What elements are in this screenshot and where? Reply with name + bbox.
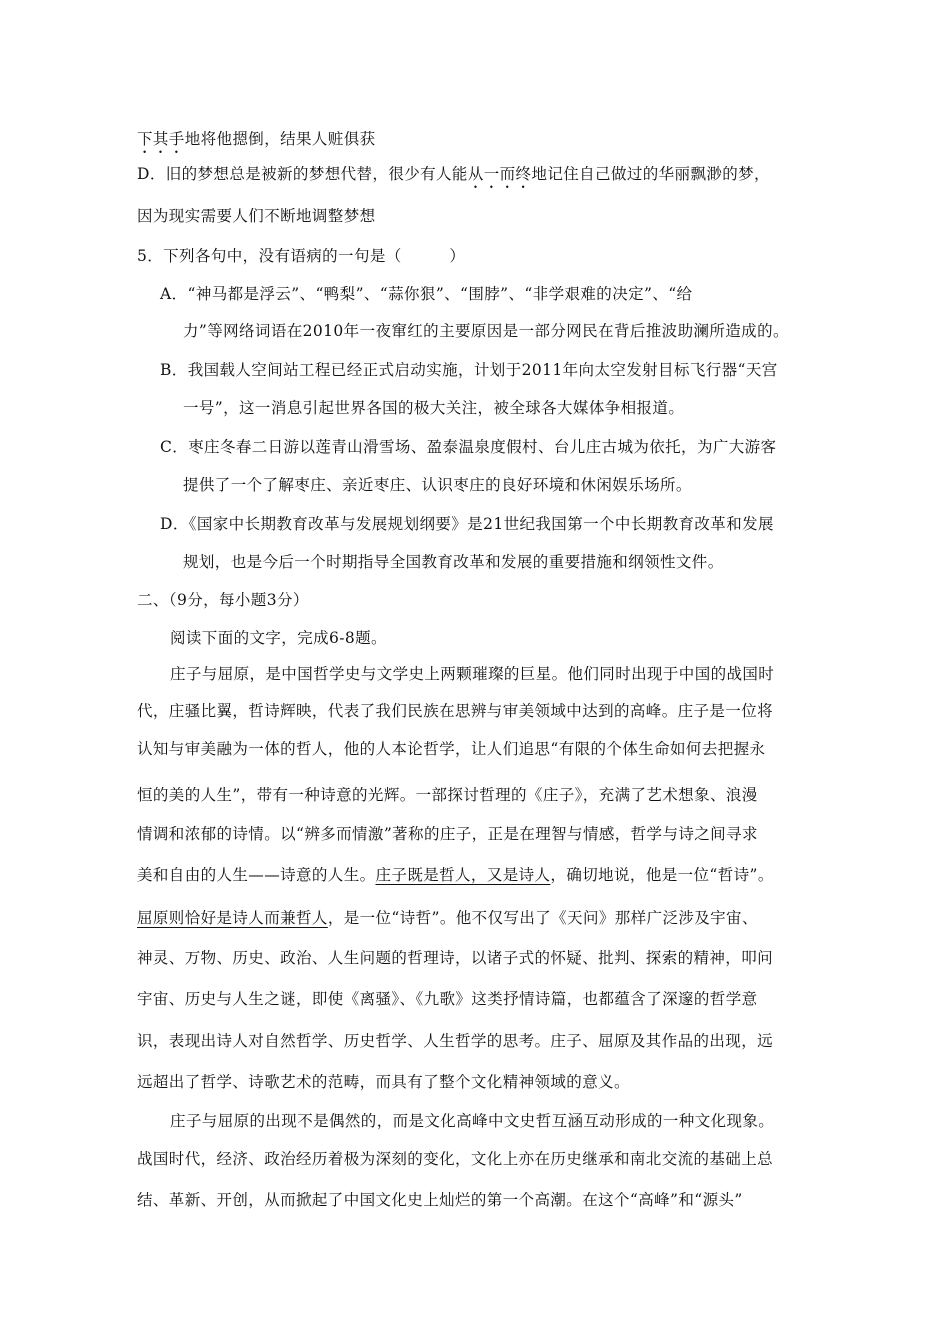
passage-line: 认知与审美融为一体的哲人，他的人本论哲学，让人们追思“有限的个体生命如何去把握永	[137, 740, 766, 758]
text-span: 地记住自己做过的华丽飘渺的梦，	[531, 165, 770, 183]
passage-line: 庄子与屈原的出现不是偶然的，而是文化高峰中文史哲互涵互动形成的一种文化现象。	[170, 1112, 775, 1130]
text-span: ，确切地说，他是一位“哲诗”。	[550, 866, 774, 884]
question-stem: 5．下列各句中，没有语病的一句是（ ）	[137, 247, 466, 265]
text-span: 地将他摁倒，结果人赃俱获	[184, 130, 376, 148]
text-line: 因为现实需要人们不断地调整梦想	[137, 207, 376, 225]
text-line: 规划，也是今后一个时期指导全国教育改革和发展的重要措施和纲领性文件。	[183, 553, 724, 571]
text-span: ，是一位“诗哲”。他不仅写出了《天问》那样广泛涉及宇宙、	[327, 909, 758, 927]
passage-line: 结、革新、开创，从而掀起了中国文化史上灿烂的第一个高潮。在这个“高峰”和“源头”	[137, 1191, 743, 1209]
section-heading: 二、（9分，每小题3分）	[137, 591, 309, 609]
option-line: A．“神马都是浮云”、“鸭梨”、“蒜你狠”、“围脖”、“非学艰难的决定”、“给	[160, 285, 693, 303]
text-span: D．旧的梦想总是被新的梦想代替，很少有人能	[137, 165, 468, 183]
passage-line: 庄子与屈原，是中国哲学史与文学史上两颗璀璨的巨星。他们同时出现于中国的战国时	[170, 665, 775, 683]
passage-line: 战国时代，经济、政治经历着极为深刻的变化，文化上亦在历史继承和南北交流的基础上总	[137, 1150, 774, 1168]
text-line: 一号”，这一消息引起世界各国的极大关注，被全球各大媒体争相报道。	[183, 399, 685, 417]
passage-line: 代，庄骚比翼，哲诗辉映，代表了我们民族在思辨与审美领域中达到的高峰。庄子是一位将	[137, 702, 774, 720]
option-line: C．枣庄冬春二日游以莲青山滑雪场、盈泰温泉度假村、台儿庄古城为依托，为广大游客	[160, 438, 777, 456]
text-line: 力”等网络词语在2010年一夜窜红的主要原因是一部分网民在背后推波助澜所造成的。	[183, 322, 789, 340]
passage-line: 神灵、万物、历史、政治、人生问题的哲理诗，以诸子式的怀疑、批判、探索的精神，叩问	[137, 949, 774, 967]
option-line	[137, 163, 770, 192]
text-line: 提供了一个了解枣庄、亲近枣庄、认识枣庄的良好环境和休闲娱乐场所。	[183, 476, 692, 494]
passage-line: 宇宙、历史与人生之谜，即使《离骚》、《九歌》这类抒情诗篇，也都蕴含了深邃的哲学意	[137, 990, 758, 1008]
passage-line: 恒的美的人生”，带有一种诗意的光辉。一部探讨哲理的《庄子》，充满了艺术想象、浪漫	[137, 786, 758, 804]
underlined-text: 庄子既是哲人，又是诗人	[375, 866, 551, 884]
option-line: D．《国家中长期教育改革与发展规划纲要》是21世纪我国第一个中长期教育改革和发展	[160, 515, 774, 533]
passage-line	[137, 907, 758, 929]
text-line	[137, 128, 376, 157]
option-line: B．我国载人空间站工程已经正式启动实施，计划于2011年向太空发射目标飞行器“天宫	[160, 361, 778, 379]
text-span: 美和自由的人生——诗意的人生。	[137, 866, 376, 884]
passage-line: 远超出了哲学、诗歌艺术的范畴，而具有了整个文化精神领域的意义。	[137, 1073, 630, 1091]
passage-line: 情调和浓郁的诗情。以“辨多而情激”著称的庄子，正是在理智与情感，哲学与诗之间寻求	[137, 825, 758, 843]
instruction-line: 阅读下面的文字，完成6-8题。	[170, 629, 387, 647]
passage-line: 识，表现出诗人对自然哲学、历史哲学、人生哲学的思考。庄子、屈原及其作品的出现，远	[137, 1032, 774, 1050]
dotted-emphasis: 下其手	[137, 130, 185, 148]
dotted-emphasis: 从一而终	[467, 165, 532, 183]
underlined-text: 屈原则恰好是诗人而兼哲人	[137, 909, 328, 927]
passage-line	[137, 864, 774, 886]
